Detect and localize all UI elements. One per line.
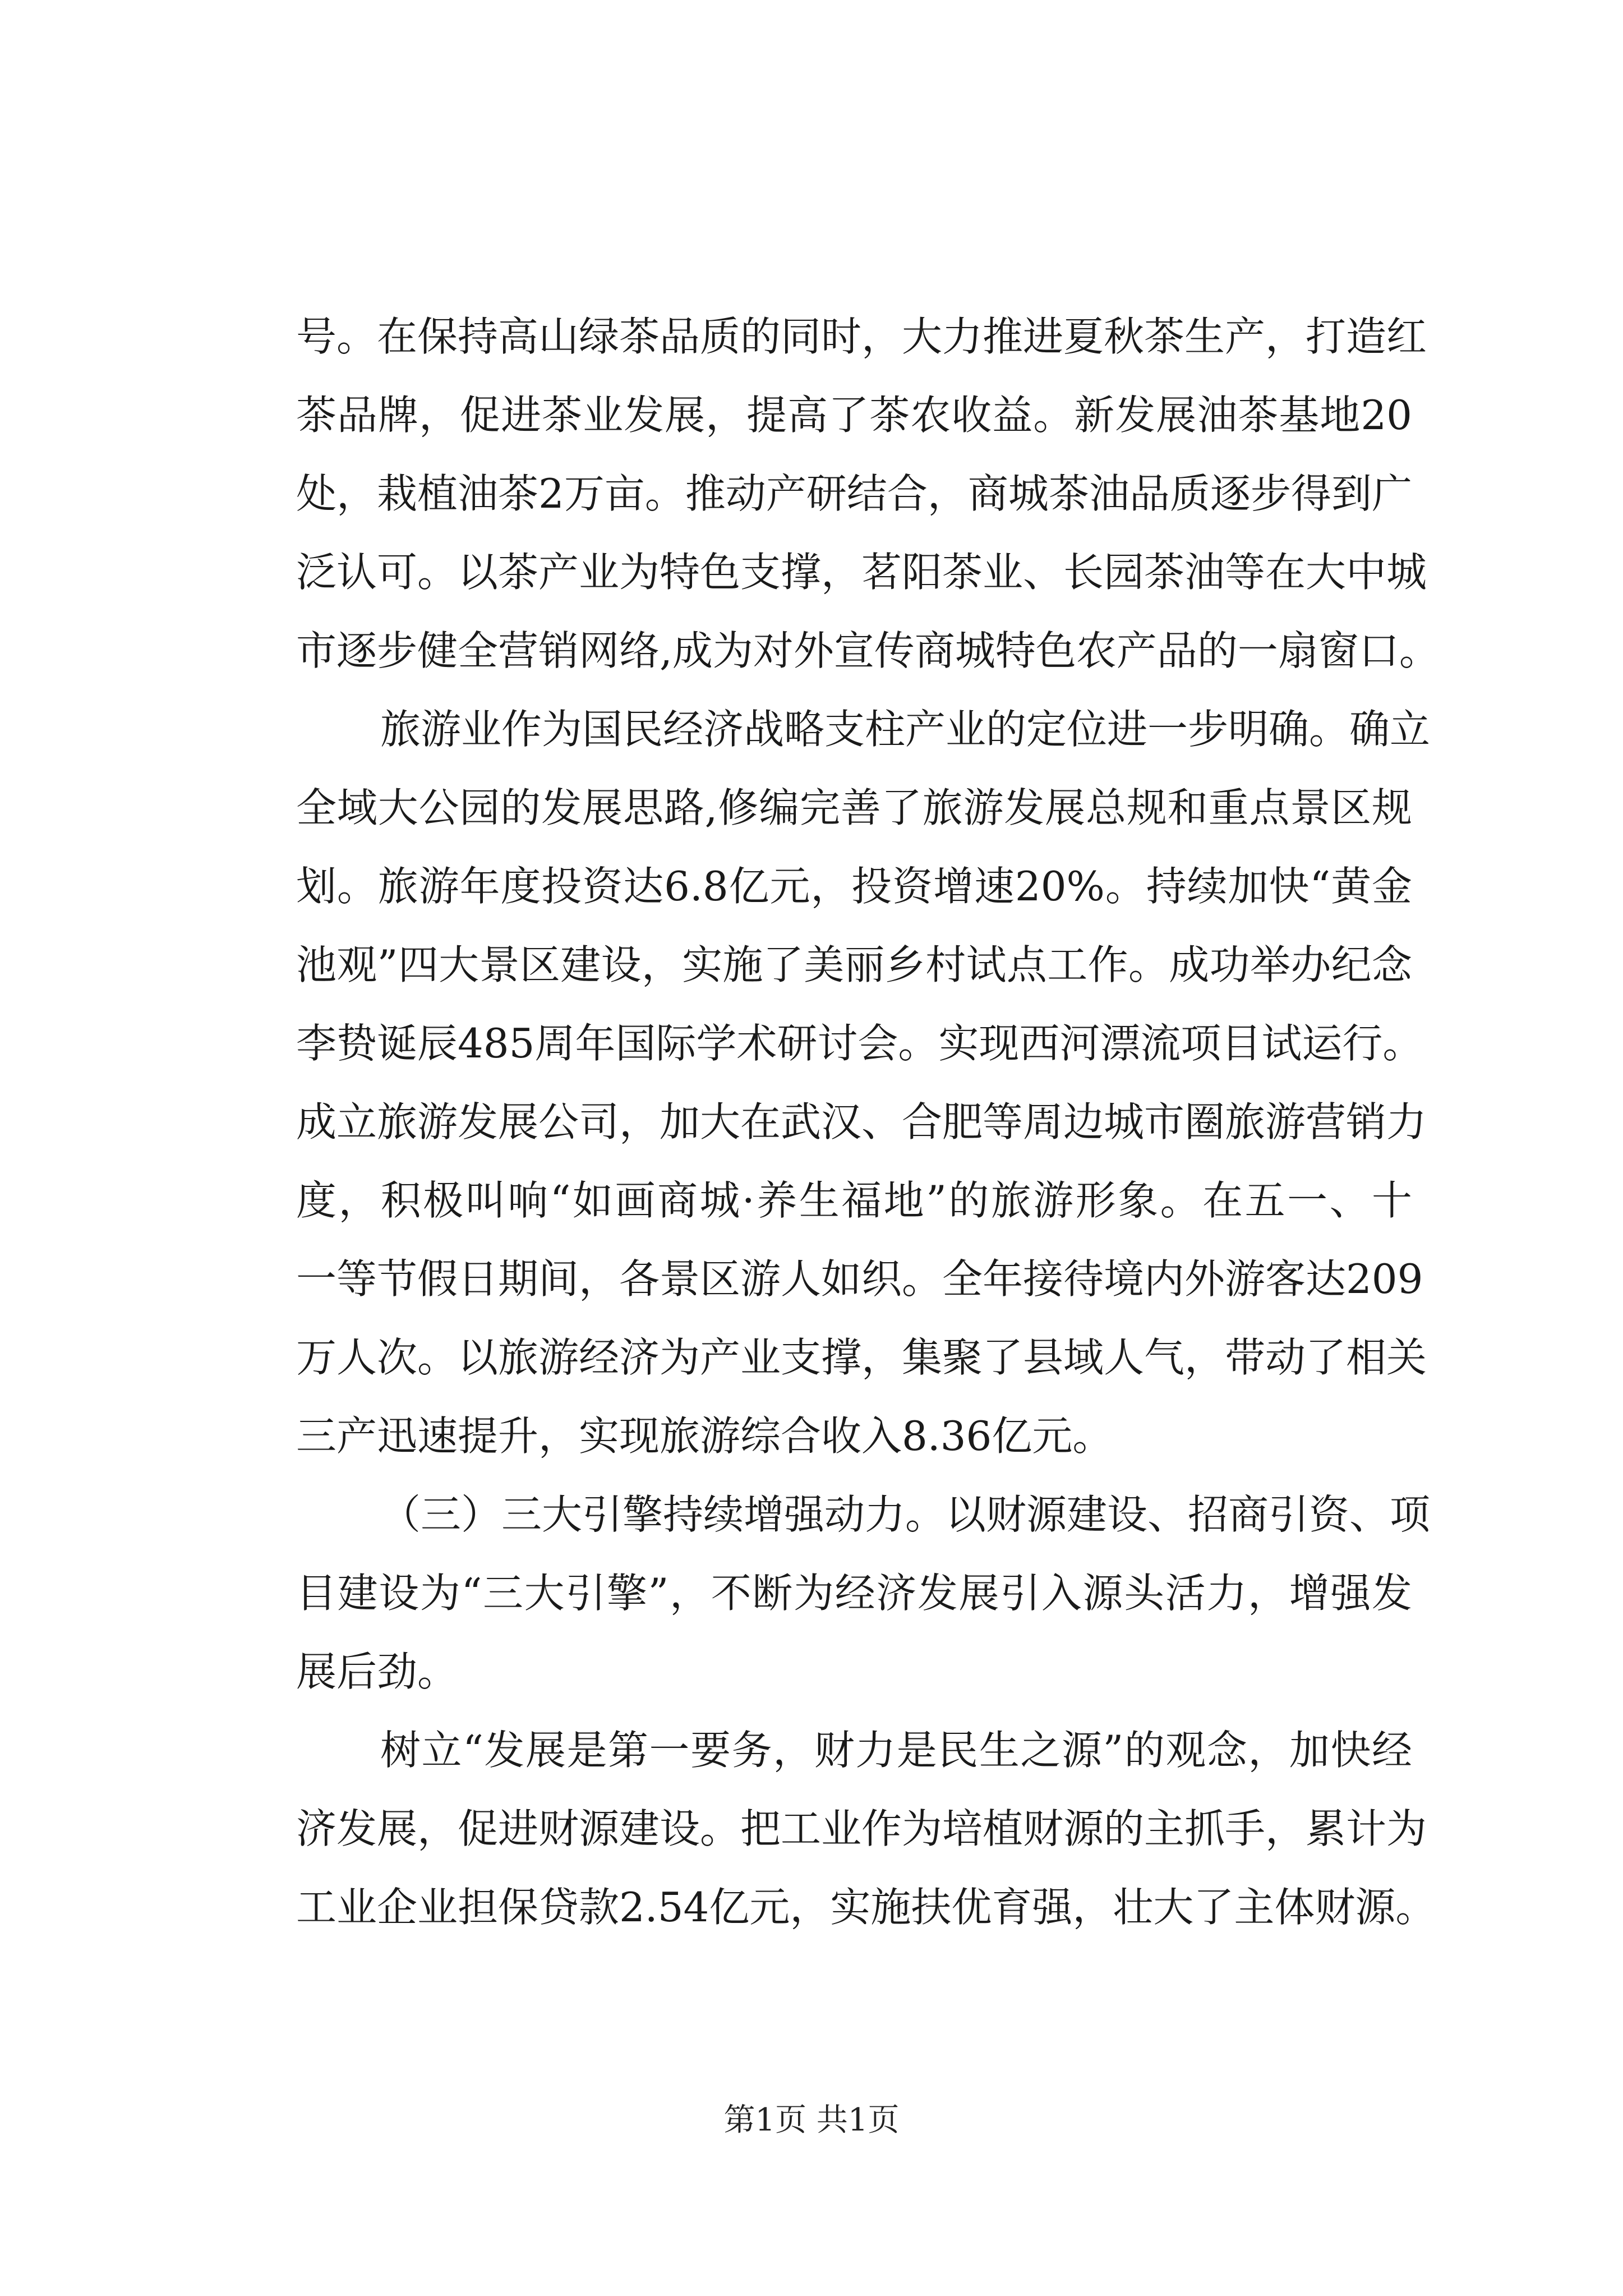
text-line: 目建设为“三大引擎”，不断为经济发展引入源头活力，增强发 xyxy=(296,1570,1412,1617)
text-line: 处，栽植油茶2万亩。推动产研结合，商城茶油品质逐步得到广 xyxy=(296,470,1412,517)
page-number-footer: 第1页 共1页 xyxy=(723,2102,900,2138)
text-line: 茶品牌，促进茶业发展，提高了茶农收益。新发展油茶基地20 xyxy=(296,392,1412,439)
text-line: 市逐步健全营销网络,成为对外宣传商城特色农产品的一扇窗口。 xyxy=(296,627,1440,674)
text-line: 划。旅游年度投资达6.8亿元，投资增速20%。持续加快“黄金 xyxy=(296,863,1412,910)
text-line: 号。在保持高山绿茶品质的同时，大力推进夏秋茶生产，打造红 xyxy=(296,313,1427,360)
text-line: 全域大公园的发展思路,修编完善了旅游发展总规和重点景区规 xyxy=(296,784,1412,831)
text-line: 一等节假日期间，各景区游人如织。全年接待境内外游客达209 xyxy=(296,1255,1423,1303)
text-line: 李贽诞辰485周年国际学术研讨会。实现西河漂流项目试运行。 xyxy=(296,1020,1423,1067)
paragraph-first-line: 旅游业作为国民经济战略支柱产业的定位进一步明确。确立 xyxy=(380,706,1431,753)
text-line: 展后劲。 xyxy=(296,1648,458,1695)
text-line: 万人次。以旅游经济为产业支撑，集聚了县域人气，带动了相关 xyxy=(296,1334,1427,1381)
text-line: 济发展，促进财源建设。把工业作为培植财源的主抓手，累计为 xyxy=(296,1805,1427,1852)
text-line: 泛认可。以茶产业为特色支撑，茗阳茶业、长园茶油等在大中城 xyxy=(296,549,1427,596)
text-line: 成立旅游发展公司，加大在武汉、合肥等周边城市圈旅游营销力 xyxy=(296,1098,1427,1145)
body-text xyxy=(296,297,1440,1947)
text-line: 三产迅速提升，实现旅游综合收入8.36亿元。 xyxy=(296,1412,1113,1460)
text-line: 度，积极叫响“如画商城·养生福地”的旅游形象。在五一、十 xyxy=(296,1177,1412,1224)
text-line: 工业企业担保贷款2.54亿元，实施扶优育强，壮大了主体财源。 xyxy=(296,1884,1436,1931)
section-heading-line: （三）三大引擎持续增强动力。以财源建设、招商引资、项 xyxy=(380,1491,1431,1538)
text-line: 池观”四大景区建设，实施了美丽乡村试点工作。成功举办纪念 xyxy=(296,941,1412,988)
paragraph-first-line: 树立“发展是第一要务，财力是民生之源”的观念，加快经 xyxy=(380,1727,1412,1774)
